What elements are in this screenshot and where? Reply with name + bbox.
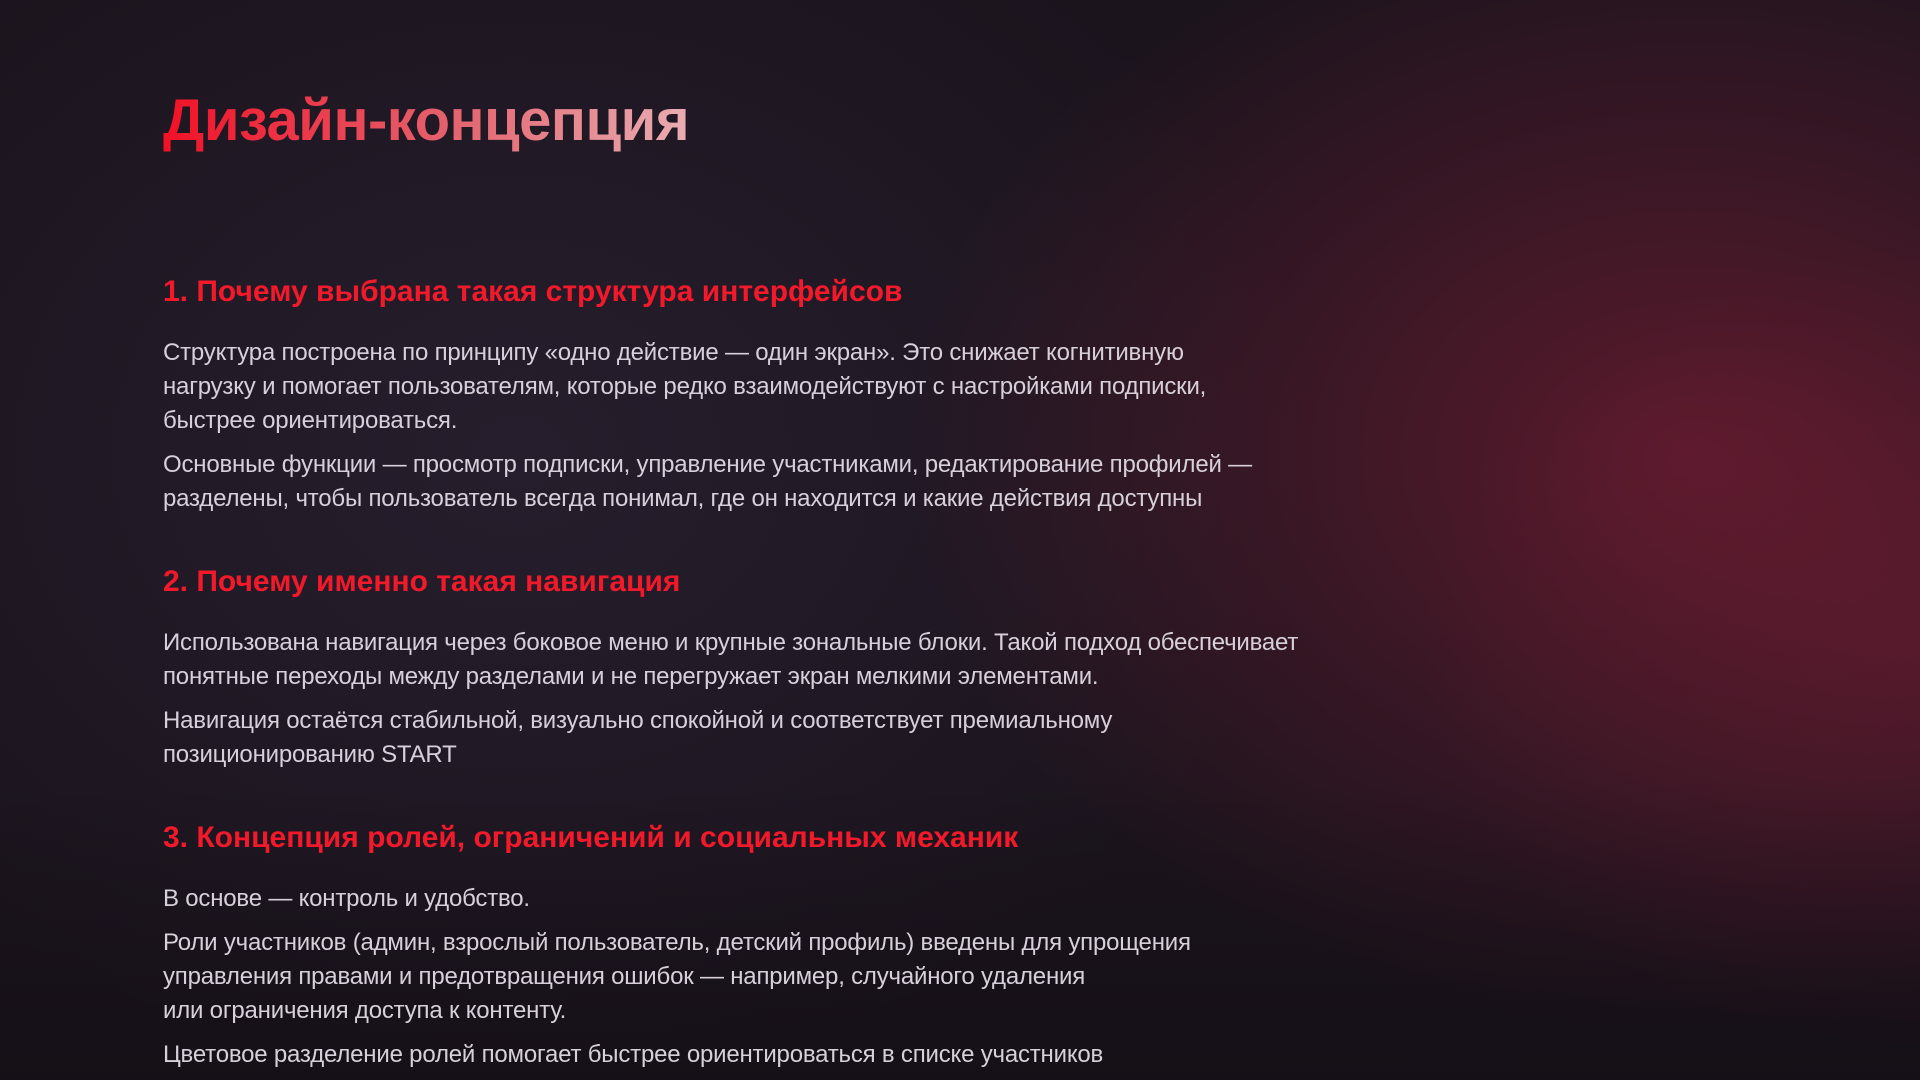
paragraph [163, 882, 1563, 916]
text-line: нагрузку и помогает пользователям, которые редко взаимодействуют с настройками подписки, [163, 372, 1207, 400]
section-heading: 2. Почему именно такая навигация [163, 564, 681, 598]
paragraph [163, 448, 1563, 516]
paragraph [163, 704, 1563, 772]
section-navigation [163, 564, 1563, 772]
text-line: В основе — контроль и удобство. [163, 884, 530, 912]
text-line: Структура построена по принципу «одно действие — один экран». Это снижает когнитивную [163, 338, 1184, 366]
text-line: Роли участников (админ, взрослый пользователь, детский профиль) введены для упрощения [163, 928, 1191, 956]
paragraph [163, 926, 1563, 1028]
text-line: Использована навигация через боковое меню и крупные зональные блоки. Такой подход обеспечивает [163, 628, 1299, 656]
text-line: или ограничения доступа к контенту. [163, 996, 567, 1024]
paragraph [163, 1038, 1563, 1072]
section-roles [163, 820, 1563, 1072]
text-line: Навигация остаётся стабильной, визуально спокойной и соответствует премиальному [163, 706, 1113, 734]
text-line: позиционированию START [163, 740, 457, 768]
text-line: Цветовое разделение ролей помогает быстрее ориентироваться в списке участников [163, 1040, 1104, 1068]
section-heading: 3. Концепция ролей, ограничений и социальных механик [163, 820, 1019, 854]
text-line: разделены, чтобы пользователь всегда понимал, где он находится и какие действия доступны [163, 484, 1203, 512]
text-line: понятные переходы между разделами и не перегружает экран мелкими элементами. [163, 662, 1099, 690]
text-line: управления правами и предотвращения ошибок — например, случайного удаления [163, 962, 1085, 990]
section-structure [163, 274, 1563, 516]
paragraph [163, 336, 1563, 438]
text-line: Основные функции — просмотр подписки, управление участниками, редактирование профилей — [163, 450, 1252, 478]
document-content [163, 86, 1563, 1080]
section-heading: 1. Почему выбрана такая структура интерфейсов [163, 274, 903, 308]
text-line: быстрее ориентироваться. [163, 406, 458, 434]
paragraph [163, 626, 1563, 694]
page-title: Дизайн-концепция [163, 86, 689, 156]
